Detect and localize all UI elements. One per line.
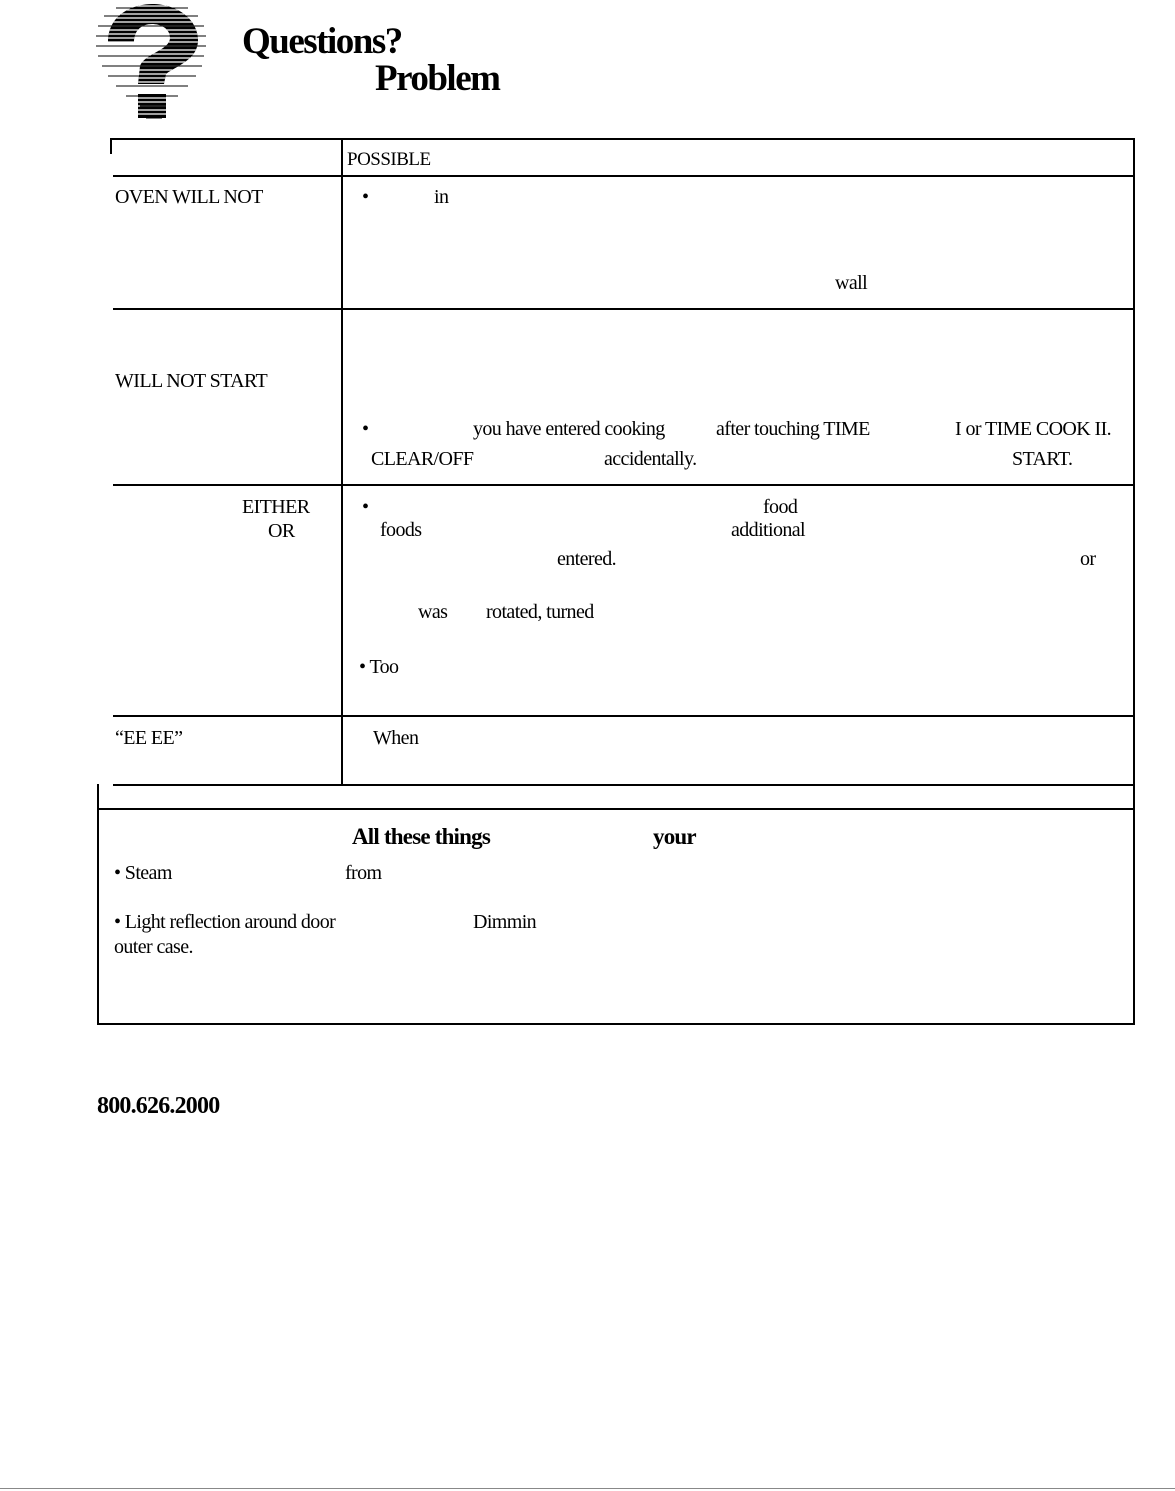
page-title: Questions? (242, 21, 402, 62)
phone-number: 800.626.2000 (97, 1093, 220, 1119)
problem-label: EITHER (242, 496, 310, 518)
bullet: • (362, 496, 369, 518)
cause-text: after touching TIME (716, 418, 870, 440)
section-heading: All these things (352, 824, 490, 849)
cause-text: CLEAR/OFF (371, 448, 474, 470)
cause-text: START. (1012, 448, 1073, 470)
list-item-text: Dimmin (473, 911, 537, 933)
list-item-text: from (345, 862, 382, 884)
problem-label: OR (268, 520, 295, 542)
cause-text: I or TIME COOK II. (955, 418, 1112, 440)
cause-text: wall (835, 272, 868, 294)
page-subtitle: Problem (375, 58, 500, 99)
problem-label: OVEN WILL NOT (115, 186, 263, 208)
cause-text: was (418, 601, 448, 623)
section-heading-cont: your (653, 824, 696, 849)
cause-text: • Too (359, 656, 399, 678)
cause-text: or (1080, 548, 1096, 570)
cause-text: foods (380, 519, 422, 541)
list-item: • Light reflection around door (114, 911, 336, 933)
cause-text: food (763, 496, 798, 518)
bullet: • (362, 186, 369, 208)
cause-text: entered. (557, 548, 617, 570)
cause-text: accidentally. (604, 448, 697, 470)
bottom-divider (0, 1488, 1175, 1489)
cause-text: rotated, turned (486, 601, 594, 623)
cause-text: When (373, 727, 419, 749)
list-item: • Steam (114, 862, 172, 884)
problem-label: “EE EE” (115, 727, 183, 749)
list-item-text: outer case. (114, 936, 193, 958)
cause-text: in (434, 186, 449, 208)
cause-text: additional (731, 519, 805, 541)
problem-label: WILL NOT START (115, 370, 268, 392)
cause-text: you have entered cooking (473, 418, 665, 440)
question-mark-icon (86, 2, 218, 120)
bullet: • (362, 418, 369, 440)
column-header-possible: POSSIBLE (347, 149, 431, 170)
